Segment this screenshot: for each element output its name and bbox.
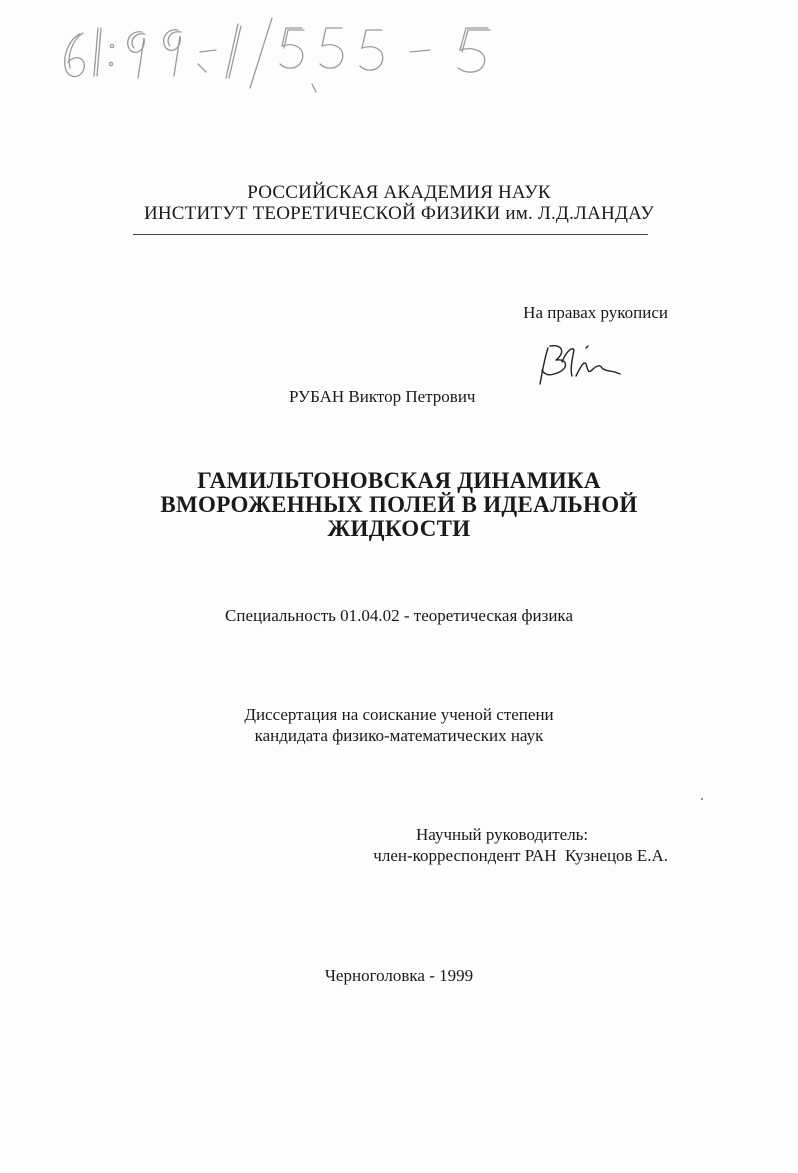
- place-year: Черноголовка - 1999: [324, 966, 474, 985]
- specialty: Специальность 01.04.02 - теоретическая физика: [225, 606, 573, 625]
- handwritten-stamp: [50, 6, 520, 96]
- scan-speck: [701, 798, 703, 800]
- dissertation-line-2: кандидата физико-математических наук: [254, 726, 544, 745]
- title-line-3: ЖИДКОСТИ: [327, 516, 471, 541]
- header-divider: [133, 234, 648, 235]
- academy-name: РОССИЙСКАЯ АКАДЕМИЯ НАУК: [247, 182, 551, 203]
- handwritten-signature: [536, 340, 632, 390]
- title-line-1: ГАМИЛЬТОНОВСКАЯ ДИНАМИКА: [197, 468, 601, 493]
- institute-name: ИНСТИТУТ ТЕОРЕТИЧЕСКОЙ ФИЗИКИ им. Л.Д.ЛАНДАУ: [143, 203, 655, 224]
- supervisor-name: член-корреспондент РАН Кузнецов Е.А.: [373, 846, 668, 865]
- author-name: РУБАН Виктор Петрович: [289, 387, 476, 406]
- supervisor-label: Научный руководитель:: [416, 825, 589, 844]
- manuscript-note: На правах рукописи: [523, 303, 668, 322]
- dissertation-line-1: Диссертация на соискание ученой степени: [244, 705, 554, 724]
- title-line-2: ВМОРОЖЕННЫХ ПОЛЕЙ В ИДЕАЛЬНОЙ: [160, 492, 638, 517]
